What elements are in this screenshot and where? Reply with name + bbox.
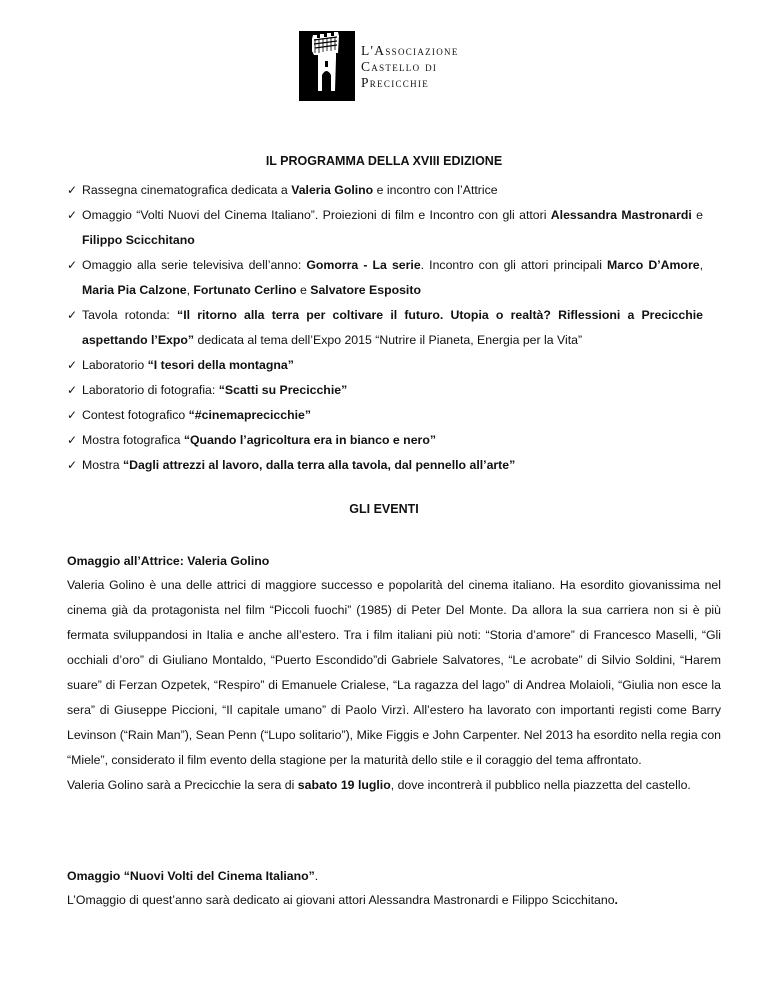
- logo-line-3: Precicchie: [361, 75, 430, 90]
- golino-bio: Valeria Golino è una delle attrici di maggiore successo e popolarità del cinema italiano. Ha esordito giovanissima nel cinema già da protagonista nel film “Piccoli fuochi” (1985) di Peter Del Monte. Da allora la sua carriera non si è più fermata sviluppandosi in Italia e anche all’estero. Tra i film italiani più noti: “Storia d’amore” di Francesco Maselli, “Gli occhiali d’oro” di Giuliano Montaldo, “Puerto Escondido”di Gabriele Salvatores, “Le acrobate” di Silvio Soldini, “Harem suare” di Ferzan Ozpetek, “Respiro” di Emanuele Crialese, “La ragazza del lago” di Andrea Molaioli, “Giulia non esce la sera” di Giuseppe Piccioni, “Il capitale umano” di Paolo Virzì. All’estero ha lavorato con importanti registi come Barry Levinson (“Rain Man”), Sean Penn (“Lupo solitario”), Mike Figgis e John Carpenter. Nel 2013 ha esordito nella regia con “Miele”, considerato il film evento della stagione per la maturità dello stile e il coraggio del tema affrontato.: [67, 578, 721, 767]
- program-item: ✓ Mostra fotografica “Quando l’agricoltura era in bianco e nero”: [67, 428, 703, 453]
- volti-section: [67, 864, 721, 913]
- logo-line-2: Castello di: [361, 59, 438, 74]
- volti-paragraph: L’Omaggio di quest’anno sarà dedicato ai giovani attori Alessandra Mastronardi e Filippo Scicchitano.: [67, 893, 618, 907]
- program-title: IL PROGRAMMA DELLA XVIII EDIZIONE: [265, 154, 503, 168]
- program-list: [67, 178, 703, 478]
- golino-title: Omaggio all’Attrice: Valeria Golino: [67, 554, 270, 568]
- program-item: ✓ Omaggio alla serie televisiva dell’anno: Gomorra - La serie. Incontro con gli attori principali Marco D’Amore, Maria Pia Calzone, Fortunato Cerlino e Salvatore Esposito: [67, 253, 703, 303]
- volti-title: Omaggio “Nuovi Volti del Cinema Italiano”.: [67, 869, 319, 883]
- program-item: ✓ Laboratorio di fotografia: “Scatti su Precicchie”: [67, 378, 703, 403]
- checkmark-icon: ✓: [67, 358, 78, 372]
- checkmark-icon: ✓: [67, 308, 78, 322]
- checkmark-icon: ✓: [67, 458, 78, 472]
- program-item: ✓ Rassegna cinematografica dedicata a Valeria Golino e incontro con l’Attrice: [67, 178, 703, 203]
- association-logo: [299, 31, 559, 101]
- program-item: ✓ Omaggio “Volti Nuovi del Cinema Italiano”. Proiezioni di film e Incontro con gli attori Alessandra Mastronardi e Filippo Scicchitano: [67, 203, 703, 253]
- logo-line-1: L'Associazione: [361, 43, 459, 58]
- program-item: ✓ Tavola rotonda: “Il ritorno alla terra per coltivare il futuro. Utopia o realtà? Riflessioni a Precicchie aspettando l’Expo” dedicata al tema dell’Expo 2015 “Nutrire il Pianeta, Energia per la Vita”: [67, 303, 703, 353]
- castle-tower-icon: [299, 31, 355, 101]
- events-title: GLI EVENTI: [349, 502, 419, 516]
- checkmark-icon: ✓: [67, 383, 78, 397]
- program-item: ✓ Laboratorio “I tesori della montagna”: [67, 353, 703, 378]
- checkmark-icon: ✓: [67, 433, 78, 447]
- program-item: ✓ Mostra “Dagli attrezzi al lavoro, dalla terra alla tavola, dal pennello all’arte”: [67, 453, 703, 478]
- golino-date-paragraph: Valeria Golino sarà a Precicchie la sera di sabato 19 luglio, dove incontrerà il pubblico nella piazzetta del castello.: [67, 778, 691, 792]
- logo-text: [361, 43, 459, 91]
- checkmark-icon: ✓: [67, 408, 78, 422]
- checkmark-icon: ✓: [67, 258, 78, 272]
- checkmark-icon: ✓: [67, 183, 78, 197]
- checkmark-icon: ✓: [67, 208, 78, 222]
- program-item: ✓ Contest fotografico “#cinemaprecicchie”: [67, 403, 703, 428]
- golino-section: [67, 549, 721, 798]
